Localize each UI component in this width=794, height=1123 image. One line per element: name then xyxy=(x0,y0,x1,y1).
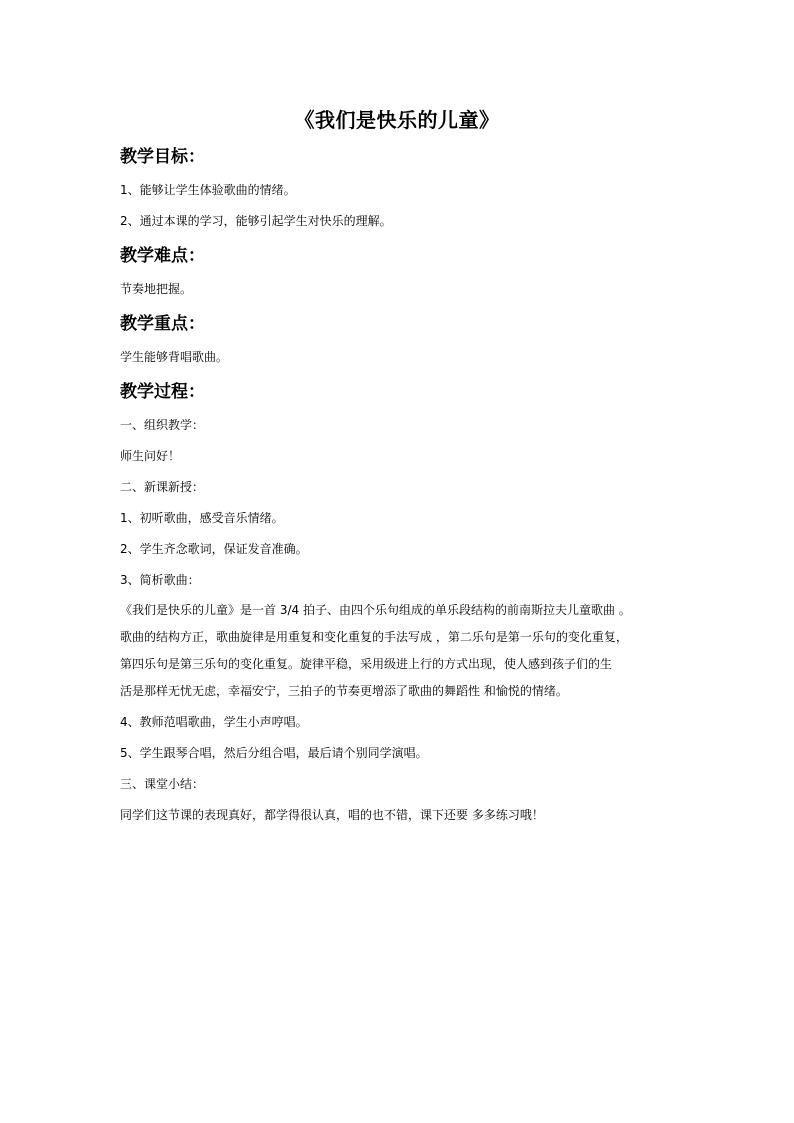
song-analysis-line-1: 《我们是快乐的儿童》是一首 3/4 拍子、由四个乐句组成的单乐段结构的前南斯拉夫儿童歌曲 。 xyxy=(120,603,631,617)
process-greeting: 师生问好！ xyxy=(120,449,181,463)
process-step-summary: 三、课堂小结： xyxy=(120,777,205,791)
section-heading-objectives: 教学目标： xyxy=(120,147,205,167)
objective-item-2: 2、通过本课的学习，能够引起学生对快乐的理解。 xyxy=(120,214,392,228)
section-heading-key-points: 教学重点： xyxy=(120,314,205,334)
process-substep-2: 2、学生齐念歌词，保证发音准确。 xyxy=(120,542,308,556)
section-heading-difficulty: 教学难点： xyxy=(120,246,205,266)
section-difficulty xyxy=(120,245,680,297)
song-analysis-paragraph xyxy=(120,597,680,705)
document-title: 《我们是快乐的儿童》 xyxy=(294,108,500,132)
objective-item-1: 1、能够让学生体验歌曲的情绪。 xyxy=(120,183,296,197)
process-summary-text: 同学们这节课的表现真好，都学得很认真，唱的也不错，课下还要 多多练习哦！ xyxy=(120,808,544,822)
process-substep-3: 3、简析歌曲： xyxy=(120,573,200,587)
song-analysis-line-4: 活是那样无忧无虑，幸福安宁，三拍子的节奏更增添了歌曲的舞蹈性 和愉悦的情绪。 xyxy=(120,684,568,698)
process-substep-4: 4、教师范唱歌曲，学生小声哼唱。 xyxy=(120,715,308,729)
song-analysis-line-2: 歌曲的结构方正，歌曲旋律是用重复和变化重复的手法写成 ，第二乐句是第一乐句的变化重复， xyxy=(120,630,628,644)
document-body xyxy=(120,146,680,838)
section-objectives xyxy=(120,146,680,229)
song-analysis-line-3: 第四乐句是第三乐句的变化重复。旋律平稳，采用级进上行的方式出现，使人感到孩子们的生 xyxy=(120,657,613,671)
process-substep-1: 1、初听歌曲，感受音乐情绪。 xyxy=(120,511,284,525)
process-substep-5: 5、学生跟琴合唱，然后分组合唱，最后请个别同学演唱。 xyxy=(120,746,428,760)
difficulty-item-1: 节奏地把握。 xyxy=(120,282,193,296)
process-step-organize: 一、组织教学： xyxy=(120,418,205,432)
key-point-item-1: 学生能够背唱歌曲。 xyxy=(120,350,229,364)
section-process xyxy=(120,381,680,823)
section-key-points xyxy=(120,313,680,365)
process-step-new-lesson: 二、新课新授： xyxy=(120,480,205,494)
section-heading-process: 教学过程： xyxy=(120,382,205,402)
